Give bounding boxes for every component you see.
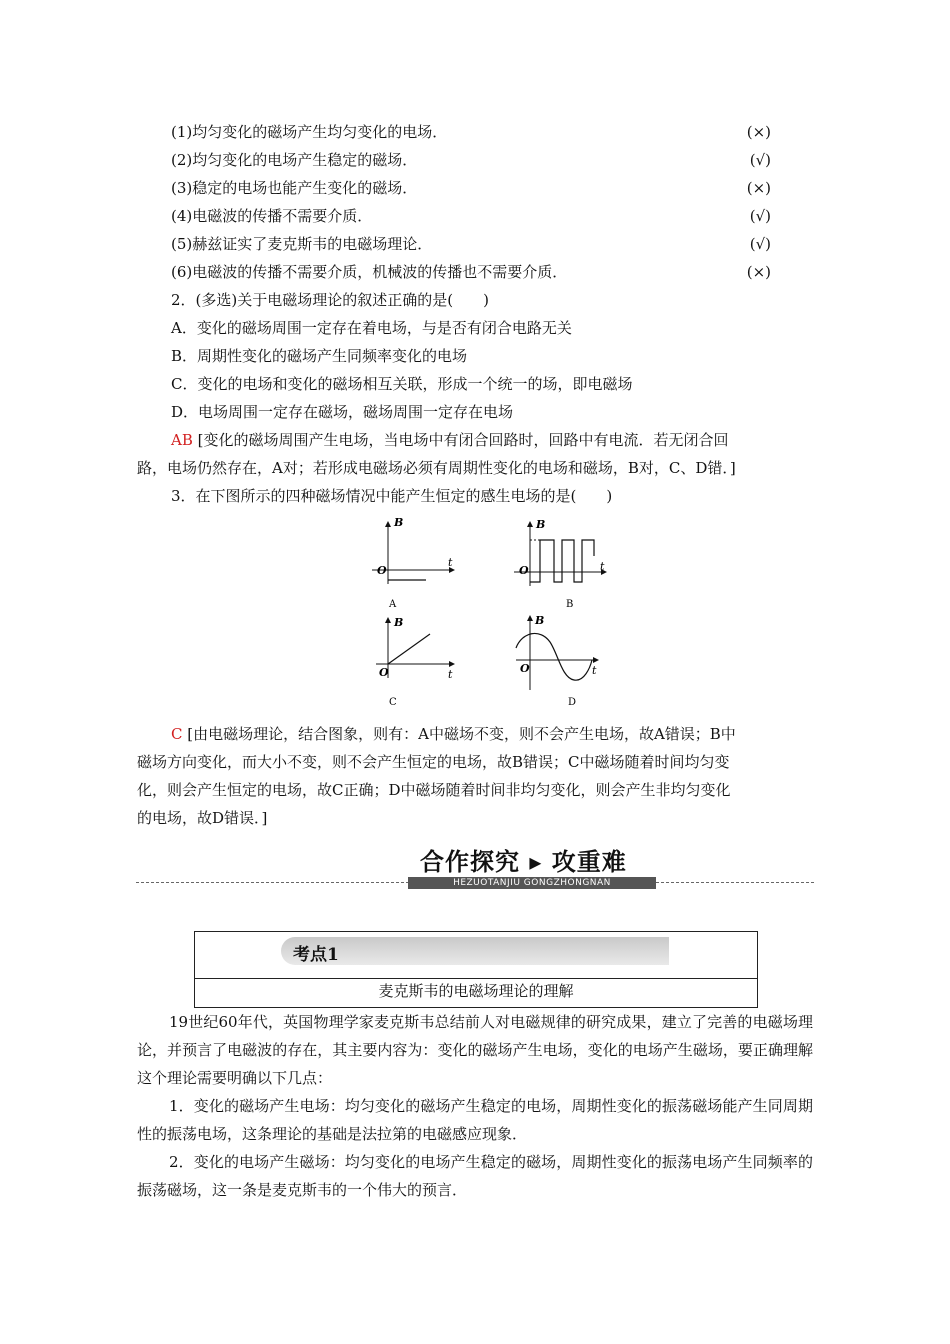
judgement-mark: (√) [749,151,771,169]
graph-b [506,514,616,612]
judgement-text: (4)电磁波的传播不需要介质． [171,207,373,225]
judgement-mark: (×) [746,263,771,281]
origin-label: O [379,666,389,679]
judgement-text: (1)均匀变化的磁场产生均匀变化的电场． [171,123,448,141]
q2-option-c: C．变化的电场和变化的磁场相互关联，形成一个统一的场，即电磁场 [171,375,633,393]
judgement-6 [171,262,771,282]
body-paragraph-2: 1．变化的磁场产生电场：均匀变化的磁场产生稳定的电场，周期性变化的振荡磁场能产生同周期性的振荡电场，这条理论的基础是法拉第的电磁感应现象． [137,1097,813,1143]
b-curve [530,540,594,582]
q2-explanation-cont: 路，电场仍然存在，A对；若形成电磁场必须有周期性变化的电场和磁场，B对，C、D错．] [137,459,736,477]
section-banner-title: 合作探究 ▸ 攻重难 [420,848,627,876]
origin-label: O [519,564,529,577]
judgement-2 [171,150,771,170]
origin-label: O [520,662,530,675]
topic-title: 麦克斯韦的电磁场理论的理解 [378,982,574,1000]
judgement-3 [171,178,771,198]
x-axis-label: t [592,664,597,677]
b-curve [388,634,430,664]
y-axis-label: B [394,616,404,629]
q3-explanation: [由电磁场理论，结合图象，则有：A中磁场不变，则不会产生电场，故A错误；B中 [187,725,736,743]
judgement-mark: (×) [746,179,771,197]
question-3-stem: 3．在下图所示的四种磁场情况中能产生恒定的感生电场的是( ) [171,487,613,505]
q2-answer: AB [171,431,193,449]
judgement-text: (3)稳定的电场也能产生变化的磁场． [171,179,418,197]
question-2-stem: 2．(多选)关于电磁场理论的叙述正确的是( ) [171,291,489,309]
q3-answer: C [171,725,183,743]
q3-explanation-cont: 化，则会产生恒定的电场，故C正确；D中磁场随着时间非均匀变化，则会产生非均匀变化 [137,781,731,799]
judgement-text: (2)均匀变化的电场产生稳定的磁场． [171,151,418,169]
graph-label: D [568,697,577,708]
judgement-4 [171,206,771,226]
judgement-text: (5)赫兹证实了麦克斯韦的电磁场理论． [171,235,433,253]
y-axis-label: B [535,614,545,627]
q3-explanation-cont: 的电场，故D错误．] [137,809,268,827]
x-axis-label: t [448,668,453,681]
section-banner-subtitle: HEZUOTANJIU GONGZHONGNAN [408,877,656,889]
y-axis-label: B [536,518,546,531]
origin-label: O [377,564,387,577]
body-paragraph-3: 2．变化的电场产生磁场：均匀变化的电场产生稳定的磁场，周期性变化的振荡电场产生同频率的振荡磁场，这一条是麦克斯韦的一个伟大的预言． [137,1153,813,1199]
topic-tag [281,937,669,965]
body-paragraph-1: 19世纪60年代，英国物理学家麦克斯韦总结前人对电磁规律的研究成果，建立了完善的电磁场理论，并预言了电磁波的存在，其主要内容为：变化的磁场产生电场，变化的电场产生磁场，要正确理解这个理论需要明确以下几点： [137,1013,813,1087]
q2-answer-line [171,430,729,450]
q2-explanation: [变化的磁场周围产生电场，当电场中有闭合回路时，回路中有电流．若无闭合回 [197,431,729,449]
x-axis-label: t [448,556,453,569]
q2-option-d: D．电场周围一定存在磁场，磁场周围一定存在电场 [171,403,514,421]
graph-a [364,514,464,612]
graph-label: C [389,697,397,708]
q2-option-a: A．变化的磁场周围一定存在着电场，与是否有闭合电路无关 [171,319,572,337]
judgement-5 [171,234,771,254]
judgement-1 [171,122,771,142]
judgement-mark: (×) [746,123,771,141]
graph-label: A [389,599,397,610]
judgement-mark: (√) [749,207,771,225]
graph-label: B [566,599,574,610]
judgement-mark: (√) [749,235,771,253]
graph-d [506,612,616,710]
q3-explanation-cont: 磁场方向变化，而大小不变，则不会产生恒定的电场，故B错误；C中磁场随着时间均匀变 [137,753,730,771]
judgement-text: (6)电磁波的传播不需要介质，机械波的传播也不需要介质． [171,263,568,281]
topic-box-divider [195,978,757,979]
graph-c [364,612,464,710]
q3-answer-line [171,724,736,744]
x-axis-label: t [600,560,605,573]
q2-option-b: B．周期性变化的磁场产生同频率变化的电场 [171,347,468,365]
topic-box [194,931,758,1008]
topic-tag-label: 考点1 [293,945,339,965]
y-axis-label: B [394,516,404,529]
